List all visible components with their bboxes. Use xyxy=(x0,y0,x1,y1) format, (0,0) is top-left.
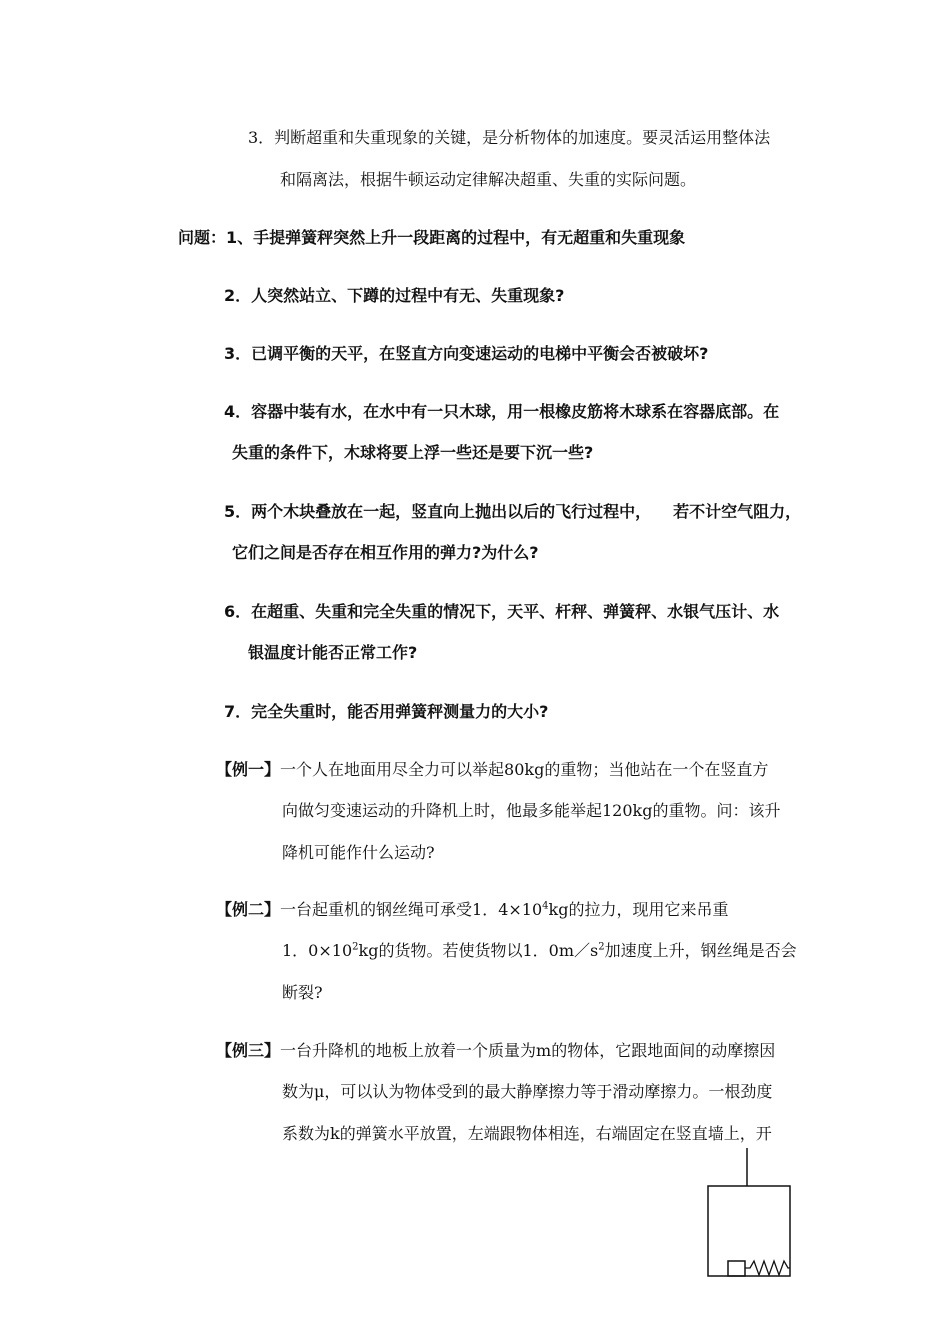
question-3: 3．已调平衡的天平，在竖直方向变速运动的电梯中平衡会否被破坏? xyxy=(224,344,709,363)
example-3-label: 【例三】 xyxy=(216,1041,281,1060)
example-3-text: 一台升降机的地板上放着一个质量为m的物体，它跟地面间的动摩擦因 xyxy=(280,1041,776,1060)
elevator-figure xyxy=(698,1148,798,1284)
example-2-line-2-exponent-2: 2 xyxy=(598,941,605,953)
example-2-text-a: 一台起重机的钢丝绳可承受1．4×10 xyxy=(280,900,543,919)
example-1-line-1 xyxy=(216,760,768,780)
example-2-line-2-a: 1．0×10 xyxy=(282,941,353,960)
question-5-part-2: 若不计空气阻力， xyxy=(673,502,802,521)
example-1-line-3: 降机可能作什么运动? xyxy=(282,843,435,862)
elevator-cabin xyxy=(708,1186,790,1276)
example-2-label: 【例二】 xyxy=(216,900,281,919)
example-1-line-2: 向做匀变速运动的升降机上时，他最多能举起120kg的重物。问：该升 xyxy=(282,801,781,820)
example-3-line-2: 数为μ，可以认为物体受到的最大静摩擦力等于滑动摩擦力。一根劲度 xyxy=(282,1082,773,1101)
question-2: 2．人突然站立、下蹲的过程中有无、失重现象? xyxy=(224,286,565,305)
example-3-line-1 xyxy=(216,1041,775,1061)
example-2-exponent: 4 xyxy=(542,900,549,912)
example-2-line-2-c: 加速度上升，钢丝绳是否会 xyxy=(604,941,797,960)
example-2-line-1 xyxy=(216,900,728,920)
question-7: 7．完全失重时，能否用弹簧秤测量力的大小? xyxy=(224,702,549,721)
question-5-part-1: 5．两个木块叠放在一起，竖直向上抛出以后的飞行过程中， xyxy=(224,502,652,521)
block-object xyxy=(728,1261,745,1276)
note-item-3-line-1: 3．判断超重和失重现象的关键，是分析物体的加速度。要灵活运用整体法 xyxy=(248,128,771,147)
example-2-line-2 xyxy=(282,941,797,961)
question-4-line-1: 4．容器中装有水，在水中有一只木球，用一根橡皮筋将木球系在容器底部。在 xyxy=(224,402,780,421)
example-1-label: 【例一】 xyxy=(216,760,281,779)
example-1-text: 一个人在地面用尽全力可以举起80kg的重物；当他站在一个在竖直方 xyxy=(280,760,769,779)
question-5-line-1 xyxy=(224,502,801,522)
example-2-line-3: 断裂? xyxy=(282,983,323,1002)
example-2-line-2-b: kg的货物。若使货物以1．0m／s xyxy=(358,941,599,960)
note-item-3-line-2: 和隔离法，根据牛顿运动定律解决超重、失重的实际问题。 xyxy=(280,170,697,189)
question-6-line-2: 银温度计能否正常工作? xyxy=(248,643,418,662)
question-5-line-2: 它们之间是否存在相互作用的弹力?为什么? xyxy=(232,543,539,562)
question-1: 问题：1、手提弹簧秤突然上升一段距离的过程中，有无超重和失重现象 xyxy=(178,228,686,247)
spring xyxy=(745,1261,790,1275)
example-3-line-3: 系数为k的弹簧水平放置，左端跟物体相连，右端固定在竖直墙上，开 xyxy=(282,1124,772,1143)
question-4-line-2: 失重的条件下，木球将要上浮一些还是要下沉一些? xyxy=(232,443,594,462)
question-6-line-1: 6．在超重、失重和完全失重的情况下，天平、杆秤、弹簧秤、水银气压计、水 xyxy=(224,602,780,621)
example-2-line-2-exponent: 2 xyxy=(352,941,359,953)
example-2-text-b: kg的拉力，现用它来吊重 xyxy=(548,900,729,919)
